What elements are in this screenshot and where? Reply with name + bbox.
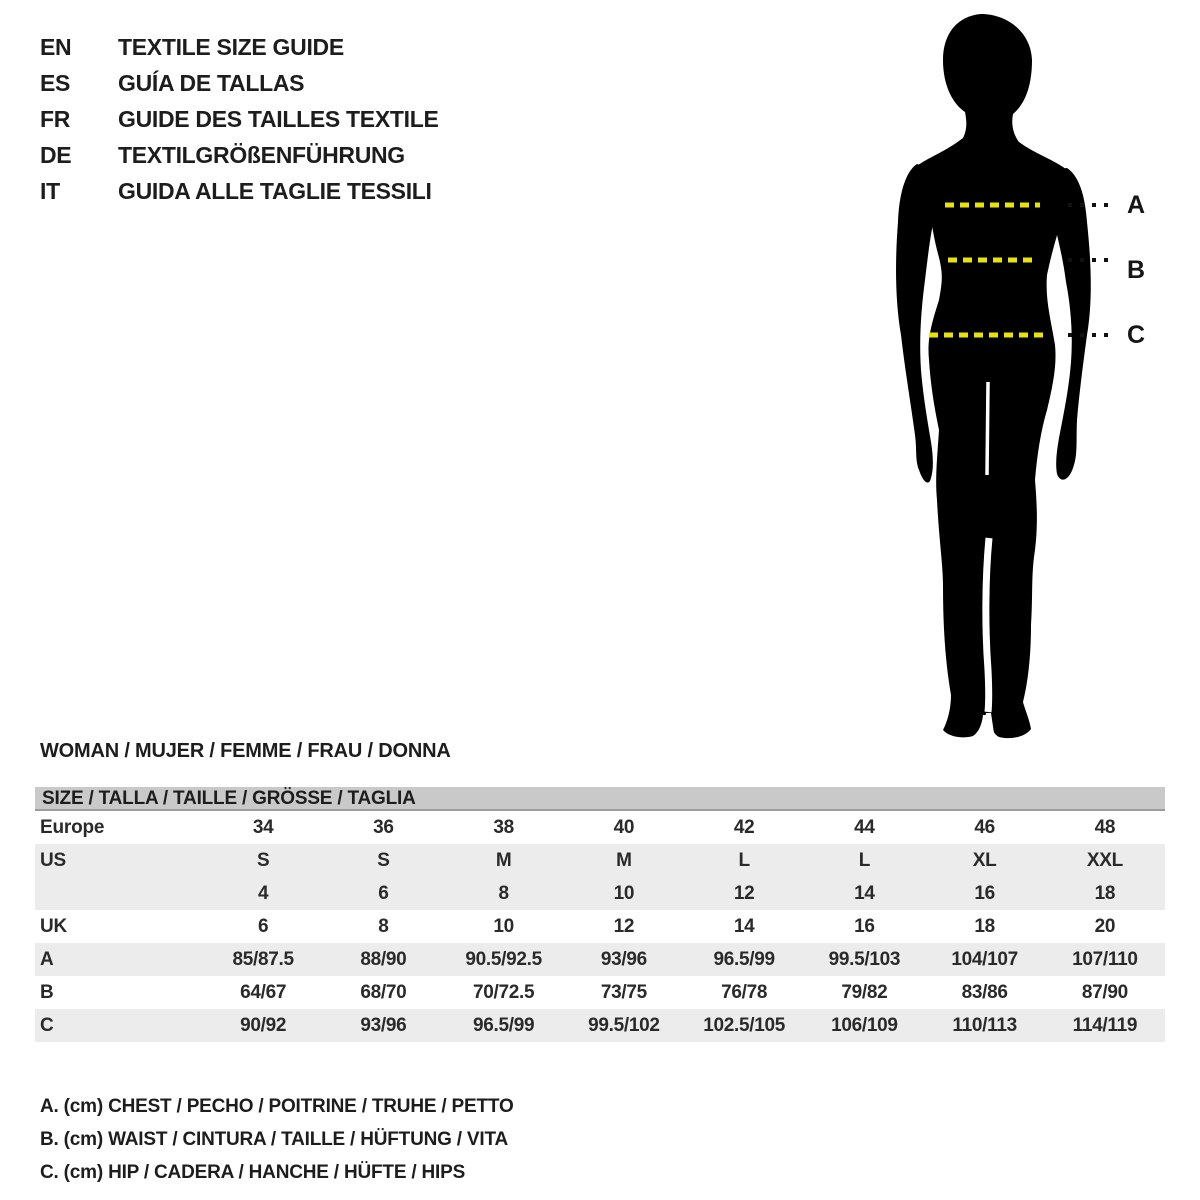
language-code: ES <box>40 70 71 96</box>
table-row <box>35 1009 1165 1042</box>
size-cell: 90/92 <box>240 1015 287 1036</box>
language-code: FR <box>40 106 71 132</box>
table-row <box>35 910 1165 943</box>
guide-title: TEXTILE SIZE GUIDE <box>118 34 344 60</box>
size-cell: 114/119 <box>1072 1015 1138 1036</box>
size-cell: 90.5/92.5 <box>465 949 542 970</box>
size-cell: XXL <box>1086 850 1123 871</box>
size-cell: 8 <box>498 883 509 904</box>
size-cell: 34 <box>252 817 274 838</box>
size-cell: 70/72.5 <box>472 982 535 1003</box>
row-label <box>35 877 203 910</box>
size-cell: 88/90 <box>360 949 407 970</box>
measure-label-c: C <box>1127 321 1146 349</box>
size-cell: 87/90 <box>1081 982 1128 1003</box>
size-cell: M <box>616 850 632 871</box>
measure-label-b: B <box>1127 256 1146 284</box>
size-cell: 102.5/105 <box>703 1015 786 1036</box>
measurement-legend <box>40 1090 514 1189</box>
size-cell: 6 <box>257 916 269 937</box>
size-cell: 6 <box>378 883 389 904</box>
size-cell: S <box>256 850 270 871</box>
size-cell: 64/67 <box>240 982 287 1003</box>
woman-silhouette-icon <box>885 10 1120 740</box>
size-cell: 76/78 <box>721 982 768 1003</box>
size-cell: XL <box>972 850 997 871</box>
size-cell: 10 <box>613 883 635 904</box>
table-row <box>35 943 1165 976</box>
size-cell: L <box>858 850 871 871</box>
size-table-header: SIZE / TALLA / TAILLE / GRÖSSE / TAGLIA <box>35 787 1165 811</box>
woman-silhouette <box>885 10 1120 740</box>
row-label: Europe <box>40 817 105 838</box>
size-cell: 20 <box>1094 916 1116 937</box>
size-table <box>35 787 1165 1042</box>
row-label: UK <box>40 916 68 937</box>
size-cell: 12 <box>733 883 755 904</box>
guide-title: TEXTILGRÖßENFÜHRUNG <box>118 142 405 168</box>
size-cell: L <box>738 850 750 871</box>
size-cell: 107/110 <box>1072 949 1138 970</box>
size-cell: 8 <box>378 916 389 937</box>
row-label: C <box>40 1015 54 1036</box>
gender-heading: WOMAN / MUJER / FEMME / FRAU / DONNA <box>40 740 451 762</box>
table-row <box>35 976 1165 1009</box>
table-row <box>35 844 1165 877</box>
size-cell: 96.5/99 <box>472 1015 535 1036</box>
size-cell: 36 <box>373 817 394 838</box>
size-cell: 14 <box>733 916 755 937</box>
table-row <box>35 811 1165 844</box>
language-code: EN <box>40 34 72 60</box>
legend-line: B. (cm) WAIST / CINTURA / TAILLE / HÜFTUNG / VITA <box>40 1129 508 1150</box>
size-cell: 40 <box>613 817 635 838</box>
language-code: DE <box>40 142 72 168</box>
row-label: A <box>40 949 54 970</box>
legend-line: C. (cm) HIP / CADERA / HANCHE / HÜFTE / HIPS <box>40 1162 466 1183</box>
language-title-list <box>40 29 439 209</box>
size-cell: 38 <box>493 817 514 838</box>
size-cell: 16 <box>854 916 875 937</box>
measure-label-a: A <box>1127 191 1146 219</box>
size-cell: 93/96 <box>360 1015 407 1036</box>
size-cell: 14 <box>854 883 875 904</box>
size-cell: 46 <box>974 817 995 838</box>
size-cell: 104/107 <box>951 949 1018 970</box>
size-cell: 18 <box>1094 883 1116 904</box>
size-cell: 79/82 <box>841 982 888 1003</box>
guide-title: GUIDE DES TAILLES TEXTILE <box>118 106 439 132</box>
size-cell: 83/86 <box>961 982 1008 1003</box>
size-cell: S <box>377 850 390 871</box>
size-cell: 99.5/103 <box>828 949 901 970</box>
size-cell: 44 <box>854 817 875 838</box>
size-cell: M <box>495 850 512 871</box>
row-label: US <box>40 850 66 871</box>
size-cell: 73/75 <box>600 982 647 1003</box>
guide-title: GUIDA ALLE TAGLIE TESSILI <box>118 178 432 204</box>
size-cell: 93/96 <box>600 949 647 970</box>
size-cell: 110/113 <box>952 1015 1017 1036</box>
size-cell: 16 <box>974 883 995 904</box>
size-cell: 4 <box>257 883 269 904</box>
size-cell: 68/70 <box>360 982 407 1003</box>
size-table-body <box>35 811 1165 1042</box>
size-cell: 96.5/99 <box>713 949 775 970</box>
table-row <box>35 877 1165 910</box>
size-cell: 106/109 <box>831 1015 898 1036</box>
size-cell: 99.5/102 <box>588 1015 660 1036</box>
size-cell: 10 <box>493 916 514 937</box>
size-cell: 85/87.5 <box>232 949 294 970</box>
language-code: IT <box>40 178 60 204</box>
row-label: B <box>40 982 54 1003</box>
size-cell: 42 <box>733 817 755 838</box>
guide-title: GUÍA DE TALLAS <box>118 70 305 96</box>
size-cell: 18 <box>974 916 995 937</box>
legend-line: A. (cm) CHEST / PECHO / POITRINE / TRUHE / PETTO <box>40 1096 514 1117</box>
size-cell: 48 <box>1094 817 1116 838</box>
size-cell: 12 <box>613 916 635 937</box>
